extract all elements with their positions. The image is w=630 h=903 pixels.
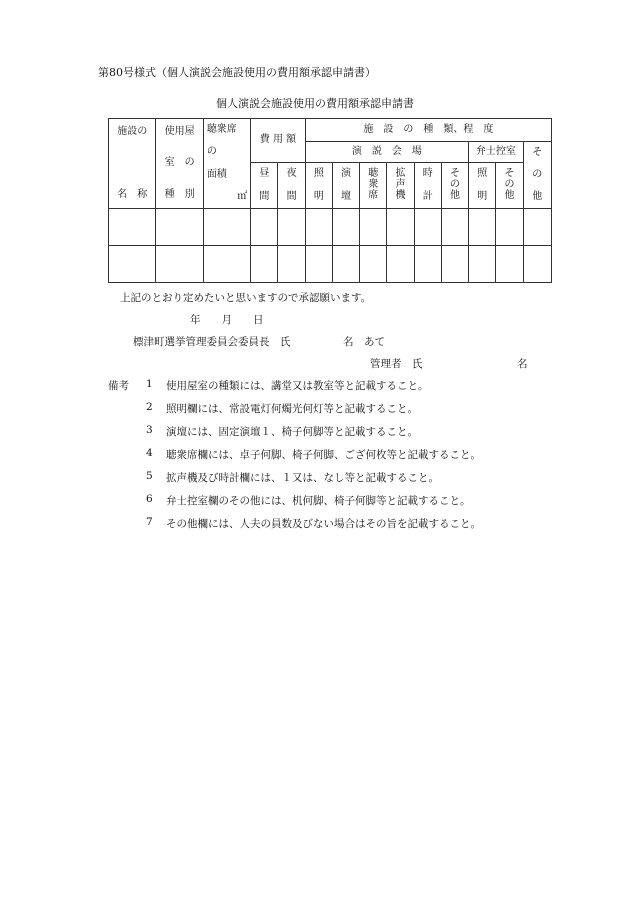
header-cost-day: [251, 163, 278, 209]
header-venue-other: [441, 163, 468, 209]
note-text: 照明欄には、常設電灯何燭光何灯等と記載すること。: [166, 403, 418, 415]
header-other: [523, 142, 551, 209]
cell-venue-speaker[interactable]: [387, 246, 414, 283]
cell-venue-other[interactable]: [441, 246, 468, 283]
cell-venue-lighting[interactable]: [305, 246, 332, 283]
cell-facility-name[interactable]: [109, 209, 156, 246]
header-venue-lighting-2: 明: [313, 191, 324, 203]
header-venue-audience-text: 聴衆席: [368, 168, 379, 202]
header-speaker-lighting: [469, 163, 496, 209]
note-text: 弁士控室欄のその他には、机何脚、椅子何脚等と記載すること。: [166, 495, 471, 507]
header-cost: 費 用 額: [251, 119, 305, 163]
header-venue-podium-2: 壇: [341, 191, 352, 203]
manager-line: 管理者 氏 名: [370, 358, 528, 370]
notes-section: [108, 378, 528, 538]
note-number: 1: [146, 378, 153, 390]
addressee-line: 標津町選挙管理委員会委員長 氏 名 あて: [133, 336, 385, 348]
header-room-line3: 種 別: [164, 189, 195, 200]
note-text: 拡声機及び時計欄には、１又は、なし等と記載すること。: [166, 472, 439, 484]
table-row: [109, 209, 552, 246]
header-venue-speaker-text: 拡声機: [395, 168, 406, 202]
header-venue-audience: [360, 163, 387, 209]
note-number: 3: [146, 424, 153, 436]
form-number: 第80号様式（個人演説会施設使用の費用額承認申請書）: [98, 66, 376, 79]
cell-other[interactable]: [523, 209, 551, 246]
header-facility-name: [109, 119, 156, 209]
cell-cost-day[interactable]: [251, 246, 278, 283]
cell-venue-speaker[interactable]: [387, 209, 414, 246]
header-cost-day-1: 昼: [259, 167, 270, 179]
cell-seat-area[interactable]: [203, 246, 250, 283]
note-number: 6: [146, 493, 153, 505]
note-number: 4: [146, 447, 153, 459]
note-number: 5: [146, 470, 153, 482]
table-row: [109, 246, 552, 283]
cell-other[interactable]: [523, 246, 551, 283]
cell-venue-other[interactable]: [441, 209, 468, 246]
cell-seat-area[interactable]: [203, 209, 250, 246]
cell-venue-clock[interactable]: [414, 246, 441, 283]
header-other-3: 他: [532, 190, 543, 202]
document-title: 個人演説会施設使用の費用額承認申請書: [216, 97, 414, 110]
cell-venue-podium[interactable]: [332, 246, 359, 283]
request-text: 上記のとおり定めたいと思いますので承認願います。: [120, 292, 372, 304]
header-venue-speaker: [387, 163, 414, 209]
cell-facility-name[interactable]: [109, 246, 156, 283]
cell-speaker-lighting[interactable]: [469, 209, 496, 246]
header-cost-night-2: 間: [286, 191, 297, 203]
cell-cost-night[interactable]: [278, 246, 305, 283]
note-text: 演壇には、固定演壇１、椅子何脚等と記載すること。: [166, 426, 418, 438]
header-venue-podium: [332, 163, 359, 209]
cell-venue-podium[interactable]: [332, 209, 359, 246]
header-venue: 演 説 会 場: [305, 142, 468, 163]
header-room-line2: 室 の: [164, 157, 195, 169]
header-venue-lighting: [305, 163, 332, 209]
header-other-2: の: [532, 168, 543, 180]
note-number: 7: [146, 516, 153, 528]
note-text: 使用屋室の種類には、講堂又は教室等と記載すること。: [166, 380, 429, 392]
date-line: 年 月 日: [190, 314, 264, 326]
header-speaker-room: 弁士控室: [469, 142, 523, 163]
cell-venue-audience[interactable]: [360, 209, 387, 246]
application-table: [108, 118, 552, 283]
cell-room-type[interactable]: [156, 209, 203, 246]
header-speaker-other: [496, 163, 523, 209]
header-venue-clock-1: 時: [422, 167, 433, 179]
header-cost-night: [278, 163, 305, 209]
header-speaker-lighting-2: 明: [477, 191, 488, 203]
header-venue-clock-2: 計: [422, 191, 433, 203]
header-seat-unit: ㎡: [237, 191, 248, 202]
note-text: 聴衆席欄には、卓子何脚、椅子何脚、ござ何枚等と記載すること。: [166, 449, 481, 461]
header-facility-types: 施 設 の 種 類、程 度: [305, 119, 551, 142]
header-speaker-other-text: その他: [504, 168, 515, 202]
header-room-type: [156, 119, 203, 209]
cell-cost-day[interactable]: [251, 209, 278, 246]
cell-venue-lighting[interactable]: [305, 209, 332, 246]
header-seat-line1: 聴衆席: [206, 123, 237, 135]
cell-room-type[interactable]: [156, 246, 203, 283]
header-cost-day-2: 間: [259, 191, 270, 203]
header-seat-line3: 面積: [206, 168, 227, 180]
header-seat-line2: の: [206, 146, 217, 157]
cell-cost-night[interactable]: [278, 209, 305, 246]
header-facility-name-line2: 名 称: [117, 189, 148, 200]
notes-label: 備考: [108, 380, 129, 392]
header-cost-night-1: 夜: [286, 167, 297, 179]
header-venue-podium-1: 演: [341, 167, 352, 179]
cell-speaker-other[interactable]: [496, 246, 523, 283]
note-text: その他欄には、人夫の員数及びない場合はその旨を記載すること。: [166, 518, 481, 530]
header-venue-clock: [414, 163, 441, 209]
note-number: 2: [146, 401, 153, 413]
cell-speaker-other[interactable]: [496, 209, 523, 246]
header-facility-name-line1: 施設の: [117, 125, 148, 137]
header-room-line1: 使用屋: [164, 125, 195, 137]
cell-venue-clock[interactable]: [414, 209, 441, 246]
header-other-1: そ: [532, 147, 543, 158]
header-venue-lighting-1: 照: [313, 167, 324, 179]
header-venue-other-text: その他: [449, 168, 460, 202]
header-speaker-lighting-1: 照: [477, 167, 488, 179]
cell-speaker-lighting[interactable]: [469, 246, 496, 283]
cell-venue-audience[interactable]: [360, 246, 387, 283]
header-seat-area: [203, 119, 250, 209]
